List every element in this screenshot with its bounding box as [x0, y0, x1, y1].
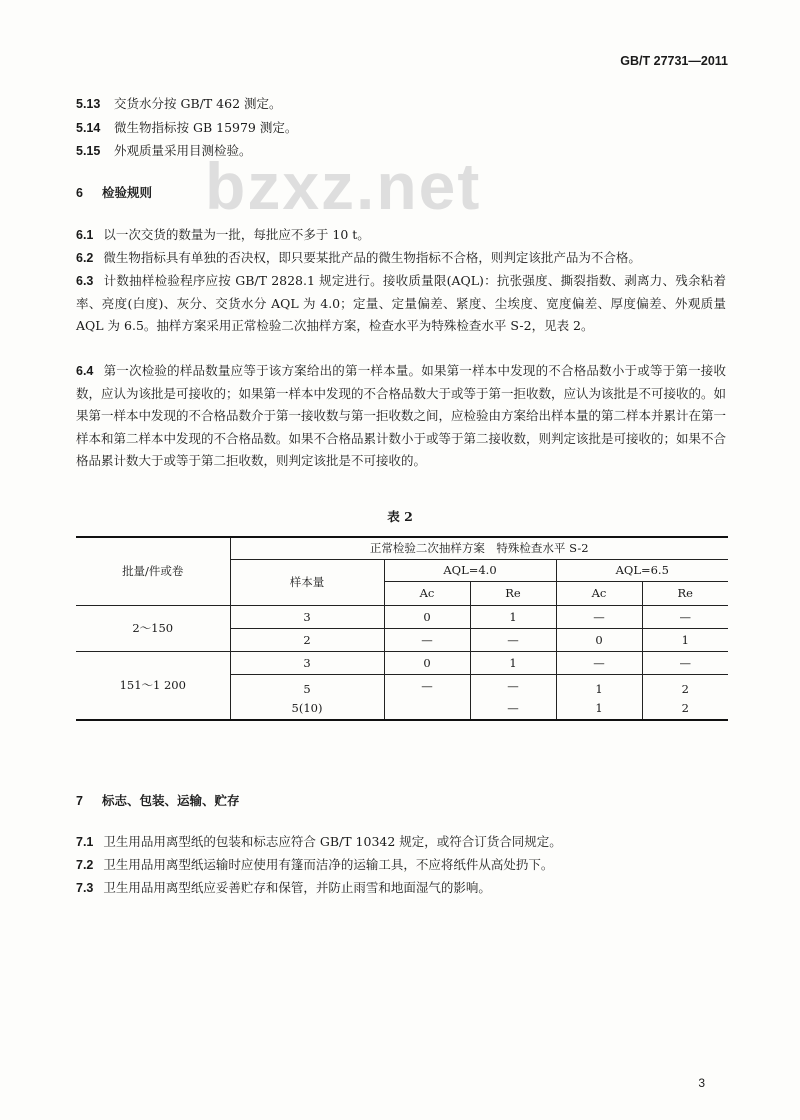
- cell-re-6-5: —: [642, 651, 728, 674]
- table-row: [76, 605, 728, 628]
- cell-ac-4-0: —: [384, 628, 470, 651]
- cell-re-4-0: —: [470, 628, 556, 651]
- clause-number: 6.4: [76, 364, 94, 378]
- clause-7-1: [76, 831, 726, 854]
- cell-ac-6-5: 0: [556, 628, 642, 651]
- clause-number: 5.15: [76, 144, 101, 158]
- clause-7-3: [76, 877, 726, 900]
- clause-text: 卫生用品用离型纸的包装和标志应符合 GB/T 10342 规定，或符合订货合同规定。: [103, 834, 562, 849]
- clause-6-3: [76, 270, 726, 338]
- cell-sample-size: 2: [230, 628, 384, 651]
- page-number: 3: [698, 1076, 705, 1090]
- clause-number: 6.3: [76, 274, 94, 288]
- cell-re-6-5: 2: [642, 674, 728, 697]
- cell-ac-4-0: 0: [384, 651, 470, 674]
- header-batch-size: 批量/件或卷: [76, 537, 230, 605]
- clause-7-2: [76, 854, 726, 877]
- clause-text: 交货水分按 GB/T 462 测定。: [114, 96, 282, 111]
- standard-number: GB/T 27731—2011: [620, 54, 728, 68]
- cell-ac-6-5: 1: [556, 697, 642, 720]
- watermark: bzxz.net: [205, 149, 482, 223]
- cell-ac-6-5: 1: [556, 674, 642, 697]
- cell-re-4-0: —: [470, 674, 556, 697]
- clause-6-2: [76, 247, 726, 270]
- clause-number: 7.3: [76, 881, 94, 895]
- sampling-plan-table: [76, 536, 728, 721]
- header-re: Re: [470, 581, 556, 605]
- cell-re-4-0: 1: [470, 651, 556, 674]
- batch-size-cell: 151～1 200: [76, 651, 230, 720]
- section-number: 6: [76, 186, 83, 200]
- clause-6-4: [76, 360, 726, 473]
- table-title: 表 2: [387, 509, 413, 524]
- clause-text: 卫生用品用离型纸运输时应使用有篷而洁净的运输工具，不应将纸件从高处扔下。: [103, 857, 554, 872]
- cell-ac-6-5: —: [556, 651, 642, 674]
- section-7-heading: [76, 791, 240, 809]
- cell-ac-4-0: 0: [384, 605, 470, 628]
- cell-ac-4-0: [384, 697, 470, 720]
- cell-sample-size: 5: [230, 674, 384, 697]
- section-6-heading: [76, 183, 152, 201]
- clause-number: 6.1: [76, 228, 94, 242]
- cell-re-6-5: 2: [642, 697, 728, 720]
- clause-text: 以一次交货的数量为一批，每批应不多于 10 t。: [103, 227, 370, 242]
- cell-ac-6-5: —: [556, 605, 642, 628]
- clause-5-15: [76, 141, 252, 159]
- clause-text: 微生物指标具有单独的否决权，即只要某批产品的微生物指标不合格，则判定该批产品为不合格。: [103, 250, 641, 265]
- section-number: 7: [76, 794, 83, 808]
- header-aql-6-5: AQL=6.5: [556, 559, 728, 581]
- header-aql-4-0: AQL=4.0: [384, 559, 556, 581]
- header-re: Re: [642, 581, 728, 605]
- cell-re-6-5: 1: [642, 628, 728, 651]
- clause-number: 5.14: [76, 121, 101, 135]
- clause-6-1: [76, 224, 726, 247]
- section-title: 检验规则: [102, 185, 153, 200]
- clause-number: 7.1: [76, 835, 94, 849]
- clause-text: 卫生用品用离型纸应妥善贮存和保管，并防止雨雪和地面湿气的影响。: [103, 880, 491, 895]
- cell-re-4-0: 1: [470, 605, 556, 628]
- clause-text: 计数抽样检验程序应按 GB/T 2828.1 规定进行。接收质量限(AQL)：抗张强度、撕裂指数、剥离力、残余粘着率、亮度(白度)、灰分、交货水分 AQL 为 4.0；定量、定量偏差、紧度、尘埃度、宽度偏差、厚度偏差、外观质量 AQL 为 6.5。抽样方案采用正常检验二次抽样方案，检查水平为特殊检查水平 S-2，见表 2。: [76, 273, 726, 333]
- clause-number: 5.13: [76, 97, 101, 111]
- header-sample-size: 样本量: [230, 559, 384, 605]
- clause-5-13: [76, 94, 282, 112]
- clause-text: 微生物指标按 GB 15979 测定。: [114, 120, 298, 135]
- table-row: [76, 651, 728, 674]
- cell-re-4-0: —: [470, 697, 556, 720]
- clause-5-14: [76, 118, 297, 136]
- cell-sample-size: 3: [230, 651, 384, 674]
- clause-number: 6.2: [76, 251, 94, 265]
- cell-re-6-5: —: [642, 605, 728, 628]
- cell-sample-size: 5(10): [230, 697, 384, 720]
- batch-size-cell: 2～150: [76, 605, 230, 651]
- cell-ac-4-0: —: [384, 674, 470, 697]
- header-sampling-plan: 正常检验二次抽样方案 特殊检查水平 S-2: [230, 537, 728, 559]
- cell-sample-size: 3: [230, 605, 384, 628]
- clause-number: 7.2: [76, 858, 94, 872]
- clause-text: 外观质量采用目测检验。: [114, 143, 252, 158]
- header-ac: Ac: [384, 581, 470, 605]
- header-ac: Ac: [556, 581, 642, 605]
- section-title: 标志、包装、运输、贮存: [102, 793, 240, 808]
- clause-text: 第一次检验的样品数量应等于该方案给出的第一样本量。如果第一样本中发现的不合格品数小于或等于第一接收数，应认为该批是可接收的；如果第一样本中发现的不合格品数大于或等于第一拒收数，应认为该批是不可接收的。如果第一样本中发现的不合格品数介于第一接收数与第一拒收数之间，应检验由方案给出样本量的第二样本并累计在第一样本和第二样本中发现的不合格品数。如果不合格品累计数小于或等于第二接收数，则判定该批是可接收的；如果不合格品累计数大于或等于第二拒收数，则判定该批是不可接收的。: [76, 363, 727, 468]
